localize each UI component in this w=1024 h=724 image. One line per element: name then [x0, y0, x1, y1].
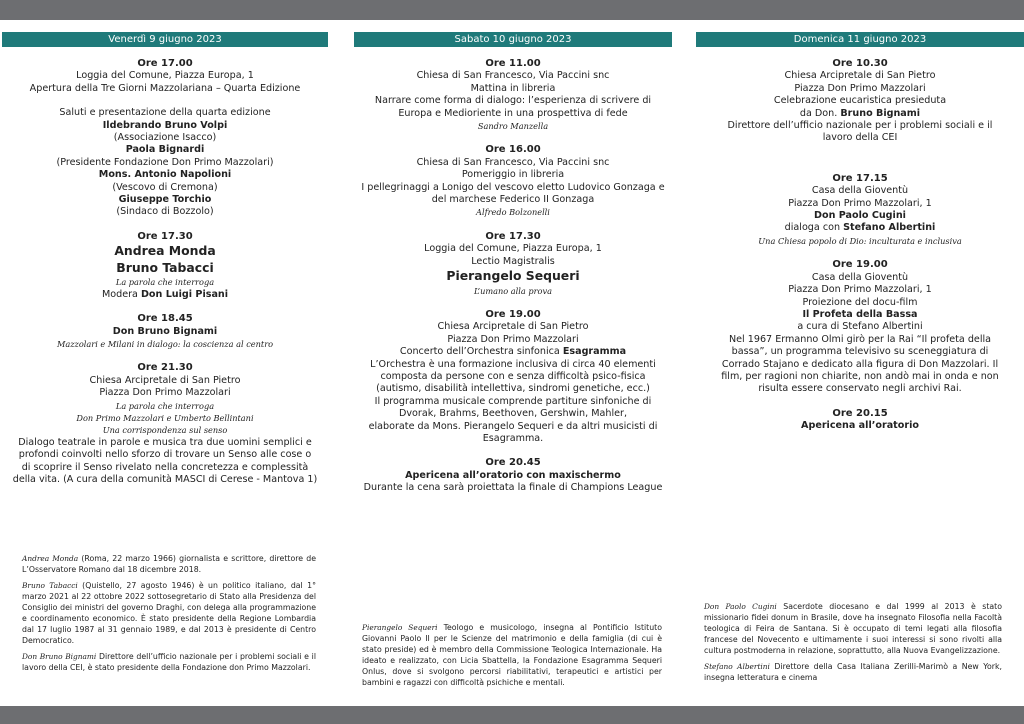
event-location: Chiesa di San Francesco, Via Paccini snc [416, 70, 610, 82]
bios-column-2 [362, 622, 662, 693]
event-title: Celebrazione eucaristica presieduta [773, 95, 947, 107]
event-location: Loggia del Comune, Piazza Europa, 1 [76, 70, 254, 82]
event-location: Chiesa di San Francesco, Via Paccini snc [416, 156, 610, 168]
event-text: del marchese Federico II Gonzaga [431, 194, 595, 206]
bio-name: Pierangelo Sequeri [362, 623, 438, 632]
event-text: film, per ragioni non chiarite, non andò mai in onda e non [721, 370, 999, 382]
speaker-name: Paola Bignardi [125, 144, 205, 156]
event-text: Dvorak, Brahms, Beethoven, Gershwin, Mahler, [398, 408, 628, 420]
event-location: Piazza Don Primo Mazzolari [99, 387, 231, 399]
event-text: Durante la cena sarà proiettata la finale di Champions League [363, 482, 663, 494]
event-text: composta da persone con e senza difficoltà psico-fisica [380, 371, 646, 383]
event-2015 [696, 408, 1024, 433]
event-location: Loggia del Comune, Piazza Europa, 1 [424, 243, 602, 255]
event-time: Ore 19.00 [832, 259, 888, 271]
celebrant-name: Bruno Bignami [840, 107, 921, 119]
event-text: I pellegrinaggi a Lonigo del vescovo eletto Ludovico Gonzaga e [361, 181, 665, 193]
event-title: Apertura della Tre Giorni Mazzolariana – Quarta Edizione [29, 82, 301, 94]
event-1730 [2, 231, 328, 301]
event-author: Sandro Manzella [477, 121, 549, 132]
event-title: Pomeriggio in libreria [461, 169, 565, 181]
bio-name: Andrea Monda [22, 554, 79, 563]
event-time: Ore 20.15 [832, 407, 888, 419]
event-text: lavoro della CEI [822, 132, 898, 144]
event-location: Piazza Don Primo Mazzolari, 1 [788, 197, 932, 209]
event-text: a cura di Stefano Albertini [797, 321, 923, 333]
day-header: Domenica 11 giugno 2023 [696, 32, 1024, 47]
event-1600 [354, 144, 672, 218]
bios-column-3 [704, 601, 1002, 688]
event-title: Proiezione del docu-film [802, 296, 918, 308]
event-text: Direttore dell’ufficio nazionale per i problemi sociali e il [727, 120, 993, 132]
speaker-name: Don Bruno Bignami [112, 325, 218, 337]
bio-paragraph: Bruno Tabacci (Quistello, 27 agosto 1946) è un politico italiano, dal 1° marzo 2021 al 22 ottobre 2022 sottosegretario di Stato alla Presidenza del Consiglio dei ministri del governo Draghi, con delega alla programmazione e coordinamento economico. È stato presidente della Regione Lombardia dal 17 luglio 1987 al 31 gennaio 1989, e dal 2013 è presidente di Centro Democratico. [22, 581, 316, 645]
event-text: L’Orchestra è una formazione inclusiva di circa 40 elementi [370, 358, 656, 370]
day-column-sunday [696, 32, 1024, 433]
bio-name: Don Bruno Bignami [22, 652, 97, 661]
event-text: risulta essere conservato negli archivi Rai. [758, 383, 962, 395]
event-text: Nel 1967 Ermanno Olmi girò per la Rai “Il profeta della [728, 333, 992, 345]
speaker-role: (Vescovo di Cremona) [112, 181, 218, 193]
event-subtitle: Una corrispondenza sul senso [102, 425, 228, 436]
event-location: Chiesa Arcipretale di San Pietro [784, 70, 936, 82]
event-time: Ore 18.45 [137, 313, 193, 325]
event-title: Apericena all’oratorio con maxischermo [405, 469, 621, 481]
speaker-role: (Sindaco di Bozzolo) [116, 206, 214, 218]
event-text: profondi coinvolti nello sforzo di trovare un Senso alle cose o [18, 449, 312, 461]
event-text: Esagramma. [482, 433, 544, 445]
event-text: elaborate da Mons. Pierangelo Sequeri e da altri musicisti di [368, 420, 658, 432]
event-text: (autismo, disabilità intellettiva, sindromi genetiche, ecc.) [376, 383, 650, 395]
speaker-name: Andrea Monda [114, 243, 216, 259]
event-subtitle: Don Primo Mazzolari e Umberto Bellintani [76, 412, 254, 423]
event-text: Corrado Stajano e dedicato alla figura di Don Mazzolari. Il [721, 358, 999, 370]
event-location: Casa della Gioventù [811, 271, 909, 283]
event-time: Ore 17.30 [137, 230, 193, 242]
moderator-line: Modera Don Luigi Pisani [101, 288, 229, 300]
event-title: Apericena all’oratorio [801, 420, 919, 432]
event-text: Narrare come forma di dialogo: l’esperienza di scrivere di [374, 95, 652, 107]
speaker-role: (Associazione Isacco) [113, 132, 217, 144]
speaker-name: Bruno Tabacci [116, 259, 214, 275]
event-text: Il programma musicale comprende partiture sinfoniche di [374, 395, 652, 407]
event-subtitle: La parola che interroga [115, 277, 215, 288]
event-time: Ore 17.30 [485, 230, 541, 242]
day-column-saturday [354, 32, 672, 495]
film-title: Il Profeta della Bassa [802, 308, 918, 320]
event-text: Europa e Medioriente in una prospettiva di fede [398, 107, 628, 119]
bio-name: Bruno Tabacci [22, 581, 78, 590]
event-subtitle: Una Chiesa popolo di Dio: inculturata e inclusiva [758, 235, 962, 246]
orchestra-name: Esagramma [562, 346, 627, 358]
event-text: Saluti e presentazione della quarta edizione [59, 107, 271, 119]
event-text: bassa”, un programma televisivo su sceneggiatura di [731, 346, 989, 358]
moderator-name: Don Luigi Pisani [140, 288, 229, 300]
event-time: Ore 19.00 [485, 309, 541, 320]
bio-name: Don Paolo Cugini [704, 602, 777, 611]
bio-paragraph: Stefano Albertini Direttore della Casa Italiana Zerilli-Marimò a New York, insegna letteratura e cinema [704, 662, 1002, 682]
bio-name: Stefano Albertini [704, 662, 770, 671]
bio-paragraph: Don Paolo Cugini Sacerdote diocesano e dal 1999 al 2013 è stato missionario fidei donum in Brasile, dove ha insegnato Filosofia nella Facoltà teologica di Feira de Santana. Si è occupato di temi legati alla filosofia francese del Novecento e ultimamente i suoi interessi si sono rivolti alla cultura postmoderna in relazione, soprattutto, alla Nuova Evangelizzazione. [704, 602, 1002, 655]
bio-paragraph: Pierangelo Sequeri Teologo e musicologo, insegna al Pontificio Istituto Giovanni Paolo II per le Scienze del matrimonio e della famiglia (di cui è stato preside) ed è membro della Commissione Teologica Internazionale. Ha ideato e realizzato, con Licia Sbattella, la Fondazione Esagramma Sequeri Onlus, dove si svolgono percorsi riabilitativi, terapeutici e artistici per bambini e ragazzi con difficoltà psichiche e mentali. [362, 623, 662, 687]
event-time: Ore 20.45 [485, 457, 541, 469]
event-text: Dialogo teatrale in parole e musica tra due uomini semplici e [18, 436, 312, 448]
event-location: Piazza Don Primo Mazzolari [447, 333, 579, 345]
event-2130 [2, 362, 328, 486]
event-subtitle: Mazzolari e Milani in dialogo: la coscienza al centro [56, 338, 274, 349]
speaker-name: Pierangelo Sequeri [446, 268, 580, 284]
event-time: Ore 16.00 [485, 144, 541, 156]
event-title: Mattina in libreria [470, 82, 556, 94]
event-location: Chiesa Arcipretale di San Pietro [437, 321, 589, 333]
top-bar [0, 0, 1024, 20]
event-location: Chiesa Arcipretale di San Pietro [89, 374, 241, 386]
event-time: Ore 17.00 [137, 58, 193, 69]
event-1030 [696, 58, 1024, 145]
day-column-friday [2, 32, 328, 486]
day-header: Sabato 10 giugno 2023 [354, 32, 672, 47]
event-time: Ore 10.30 [832, 58, 888, 69]
event-text: della vita. (A cura della comunità MASCI di Cerese - Mantova 1) [12, 473, 318, 485]
event-time: Ore 11.00 [485, 58, 541, 69]
day-header: Venerdì 9 giugno 2023 [2, 32, 328, 47]
event-1845 [2, 313, 328, 350]
speaker-name: Stefano Albertini [843, 222, 936, 234]
event-text: di scoprire il Senso rivelato nella concretezza e complessità [21, 461, 309, 473]
event-1715 [696, 173, 1024, 247]
event-1900 [354, 309, 672, 445]
event-2045 [354, 457, 672, 494]
speaker-role: (Presidente Fondazione Don Primo Mazzolari) [56, 156, 274, 168]
event-1900 [696, 259, 1024, 395]
speaker-name: Giuseppe Torchio [118, 194, 212, 206]
event-time: Ore 21.30 [137, 362, 193, 374]
event-title: Concerto dell’Orchestra sinfonica Esagramma [399, 346, 627, 358]
event-title: Lectio Magistralis [471, 255, 555, 267]
event-1100 [354, 58, 672, 132]
speaker-name: Ildebrando Bruno Volpi [102, 119, 228, 131]
event-text: da Don. Bruno Bignami [799, 107, 921, 119]
event-time: Ore 17.15 [832, 172, 888, 184]
event-1700 [2, 58, 328, 219]
speaker-name: Mons. Antonio Napolioni [98, 169, 232, 181]
bio-paragraph: Don Bruno Bignami Direttore dell’ufficio nazionale per i problemi sociali e il lavoro della CEI, è stato presidente della Fondazione don Primo Mazzolari. [22, 652, 316, 672]
bottom-bar [0, 706, 1024, 724]
event-location: Casa della Gioventù [811, 185, 909, 197]
event-location: Piazza Don Primo Mazzolari [794, 82, 926, 94]
event-text: dialoga con Stefano Albertini [784, 222, 936, 234]
event-subtitle: La parola che interroga [115, 400, 215, 411]
bios-column-1 [22, 553, 316, 678]
event-subtitle: L’umano alla prova [474, 285, 552, 296]
event-1730 [354, 231, 672, 297]
event-author: Alfredo Bolzonelli [476, 207, 550, 218]
bio-paragraph: Andrea Monda (Roma, 22 marzo 1966) giornalista e scrittore, direttore de L’Osservatore Romano dal 18 dicembre 2018. [22, 554, 316, 574]
event-location: Piazza Don Primo Mazzolari, 1 [788, 284, 932, 296]
speaker-name: Don Paolo Cugini [814, 210, 906, 222]
